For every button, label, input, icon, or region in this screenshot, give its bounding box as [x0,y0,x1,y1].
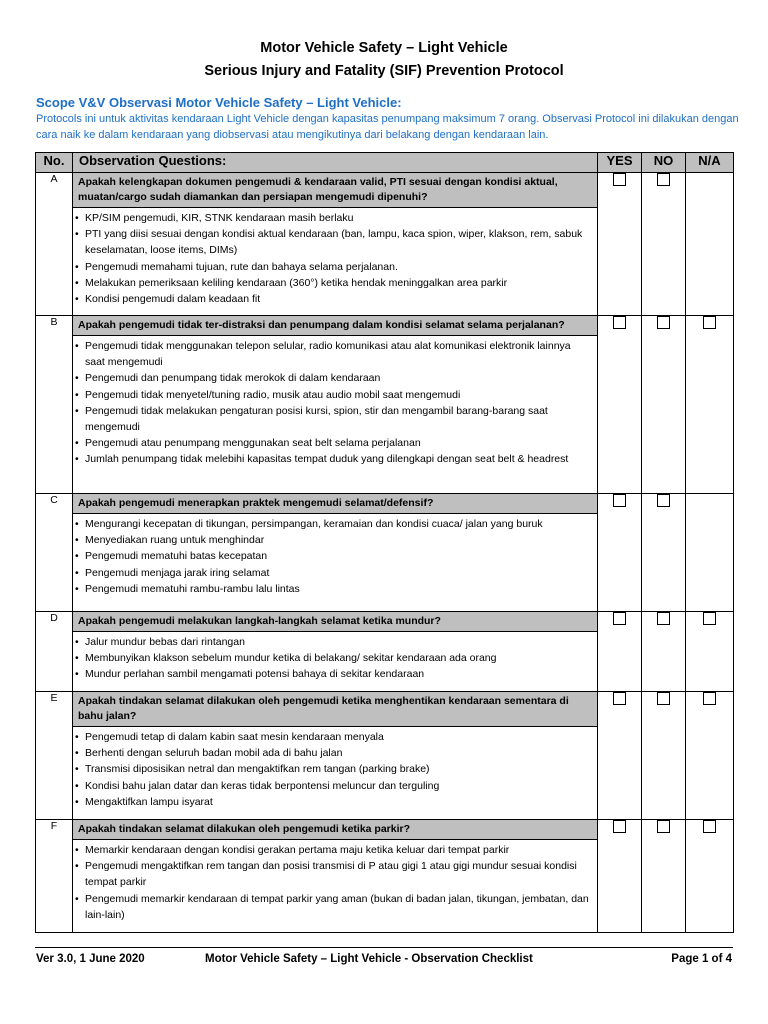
list-item: • Pengemudi tidak melakukan pengaturan posisi kursi, spion, stir dan mengambil barang-barang saat mengemudi [85,403,593,435]
answer-cell-na [686,316,734,494]
question-cell [73,612,598,692]
checkbox-yes[interactable] [613,692,626,705]
list-item: • Pengemudi memarkir kendaraan di tempat parkir yang aman (bukan di badan jalan, tikungan, jembatan, dan lain-lain) [85,891,593,923]
question-text: Apakah tindakan selamat dilakukan oleh pengemudi ketika parkir? [73,820,597,840]
criteria-list [73,514,597,603]
answer-cell-na [686,820,734,933]
list-item: • Kondisi pengemudi dalam keadaan fit [85,291,593,307]
checkbox-na[interactable] [703,692,716,705]
table-row [36,494,734,612]
checkbox-no[interactable] [657,692,670,705]
list-item: • Menyediakan ruang untuk menghindar [85,532,593,548]
document-title: Motor Vehicle Safety – Light Vehicle [260,40,508,56]
criteria-list [73,840,597,929]
answer-cell-yes [598,692,642,820]
table-row [36,612,734,692]
list-item: • Pengemudi tidak menggunakan telepon selular, radio komunikasi atau alat komunikasi elektronik lainnya saat mengemudi [85,338,593,370]
list-item: • Memarkir kendaraan dengan kondisi gerakan pertama maju ketika keluar dari tempat parkir [85,842,593,858]
answer-cell-na [686,173,734,316]
answer-cell-yes [598,316,642,494]
question-text: Apakah pengemudi menerapkan praktek mengemudi selamat/defensif? [73,494,597,514]
question-cell [73,316,598,494]
answer-cell-no [642,820,686,933]
list-item: • PTI yang diisi sesuai dengan kondisi aktual kendaraan (ban, lampu, kaca spion, wiper, klakson, rem, sabuk keselamatan, loose items, DIMs) [85,226,593,258]
list-item: • Pengemudi menjaga jarak iring selamat [85,565,593,581]
row-number: B [36,316,73,494]
list-item: • Pengemudi tetap di dalam kabin saat mesin kendaraan menyala [85,729,593,745]
answer-cell-na [686,692,734,820]
list-item: • Melakukan pemeriksaan keliling kendaraan (360°) ketika hendak meninggalkan area parkir [85,275,593,291]
list-item: • Kondisi bahu jalan datar dan keras tidak berpontensi meluncur dan terguling [85,778,593,794]
checkbox-yes[interactable] [613,316,626,329]
answer-cell-no [642,692,686,820]
question-text: Apakah tindakan selamat dilakukan oleh pengemudi ketika menghentikan kendaraan sementara di bahu jalan? [73,692,597,727]
list-item: • Jalur mundur bebas dari rintangan [85,634,593,650]
checkbox-no[interactable] [657,173,670,186]
question-cell [73,173,598,316]
row-number: F [36,820,73,933]
checkbox-na[interactable] [703,316,716,329]
list-item: • KP/SIM pengemudi, KIR, STNK kendaraan masih berlaku [85,210,593,226]
list-item: • Pengemudi tidak menyetel/tuning radio, musik atau audio mobil saat mengemudi [85,387,593,403]
footer-page-number: Page 1 of 4 [671,953,732,965]
question-text: Apakah pengemudi tidak ter-distraksi dan penumpang dalam kondisi selamat selama perjalanan? [73,316,597,336]
list-item: • Mengurangi kecepatan di tikungan, persimpangan, keramaian dan kondisi cuaca/ jalan yang buruk [85,516,593,532]
question-cell [73,820,598,933]
checkbox-yes[interactable] [613,494,626,507]
answer-cell-yes [598,820,642,933]
header-yes: YES [598,153,642,173]
checkbox-no[interactable] [657,316,670,329]
footer-version: Ver 3.0, 1 June 2020 [36,953,145,965]
answer-cell-yes [598,173,642,316]
list-item: • Pengemudi mematuhi batas kecepatan [85,548,593,564]
answer-cell-na [686,494,734,612]
observation-checklist-table [35,152,734,933]
list-item: • Mengaktifkan lampu isyarat [85,794,593,810]
answer-cell-no [642,494,686,612]
list-item: • Berhenti dengan seluruh badan mobil ada di bahu jalan [85,745,593,761]
footer-doc-title: Motor Vehicle Safety – Light Vehicle - Observation Checklist [205,953,533,965]
table-row [36,692,734,820]
list-item: • Pengemudi mematuhi rambu-rambu lalu lintas [85,581,593,597]
list-item: • Pengemudi atau penumpang menggunakan seat belt selama perjalanan [85,435,593,451]
question-cell [73,692,598,820]
table-row [36,316,734,494]
question-text: Apakah kelengkapan dokumen pengemudi & kendaraan valid, PTI sesuai dengan kondisi aktual, muatan/cargo sudah diamankan dan persiapan mengemudi dipenuhi? [73,173,597,208]
answer-cell-yes [598,494,642,612]
table-row [36,820,734,933]
header-no-answer: NO [642,153,686,173]
row-number: C [36,494,73,612]
list-item: • Pengemudi memahami tujuan, rute dan bahaya selama perjalanan. [85,259,593,275]
answer-cell-no [642,612,686,692]
list-item: • Transmisi diposisikan netral dan mengaktifkan rem tangan (parking brake) [85,761,593,777]
question-text: Apakah pengemudi melakukan langkah-langkah selamat ketika mundur? [73,612,597,632]
answer-cell-yes [598,612,642,692]
checkbox-yes[interactable] [613,612,626,625]
header-no: No. [36,153,73,173]
scope-heading: Scope V&V Observasi Motor Vehicle Safety – Light Vehicle: [36,95,402,110]
checkbox-no[interactable] [657,612,670,625]
footer-divider [35,947,733,948]
header-na: N/A [686,153,734,173]
answer-cell-na [686,612,734,692]
checkbox-yes[interactable] [613,173,626,186]
row-number: E [36,692,73,820]
checkbox-yes[interactable] [613,820,626,833]
checkbox-no[interactable] [657,820,670,833]
list-item: • Jumlah penumpang tidak melebihi kapasitas tempat duduk yang dilengkapi dengan seat belt & headrest [85,451,593,467]
row-number: A [36,173,73,316]
list-item: • Mundur perlahan sambil mengamati potensi bahaya di sekitar kendaraan [85,666,593,682]
answer-cell-no [642,316,686,494]
answer-cell-no [642,173,686,316]
scope-description: Protocols ini untuk aktivitas kendaraan Light Vehicle dengan kapasitas penumpang maksimum 7 orang. Observasi Protocol ini dilakukan dengan cara naik ke dalam kendaraan yang diobservasi atau mengikutinya dari belakang dengan kendaraan lain. [36,113,739,141]
criteria-list [73,208,597,313]
table-row [36,173,734,316]
table-header-row [36,153,734,173]
row-number: D [36,612,73,692]
checkbox-na[interactable] [703,820,716,833]
criteria-list [73,727,597,816]
list-item: • Pengemudi mengaktifkan rem tangan dan posisi transmisi di P atau gigi 1 atau gigi mundur sesuai kondisi tempat parkir [85,858,593,890]
criteria-list [73,632,597,689]
list-item: • Membunyikan klakson sebelum mundur ketika di belakang/ sekitar kendaraan ada orang [85,650,593,666]
checkbox-na[interactable] [703,612,716,625]
question-cell [73,494,598,612]
header-question: Observation Questions: [73,153,598,173]
checkbox-no[interactable] [657,494,670,507]
criteria-list [73,336,597,474]
document-subtitle: Serious Injury and Fatality (SIF) Prevention Protocol [204,63,564,79]
list-item: • Pengemudi dan penumpang tidak merokok di dalam kendaraan [85,370,593,386]
